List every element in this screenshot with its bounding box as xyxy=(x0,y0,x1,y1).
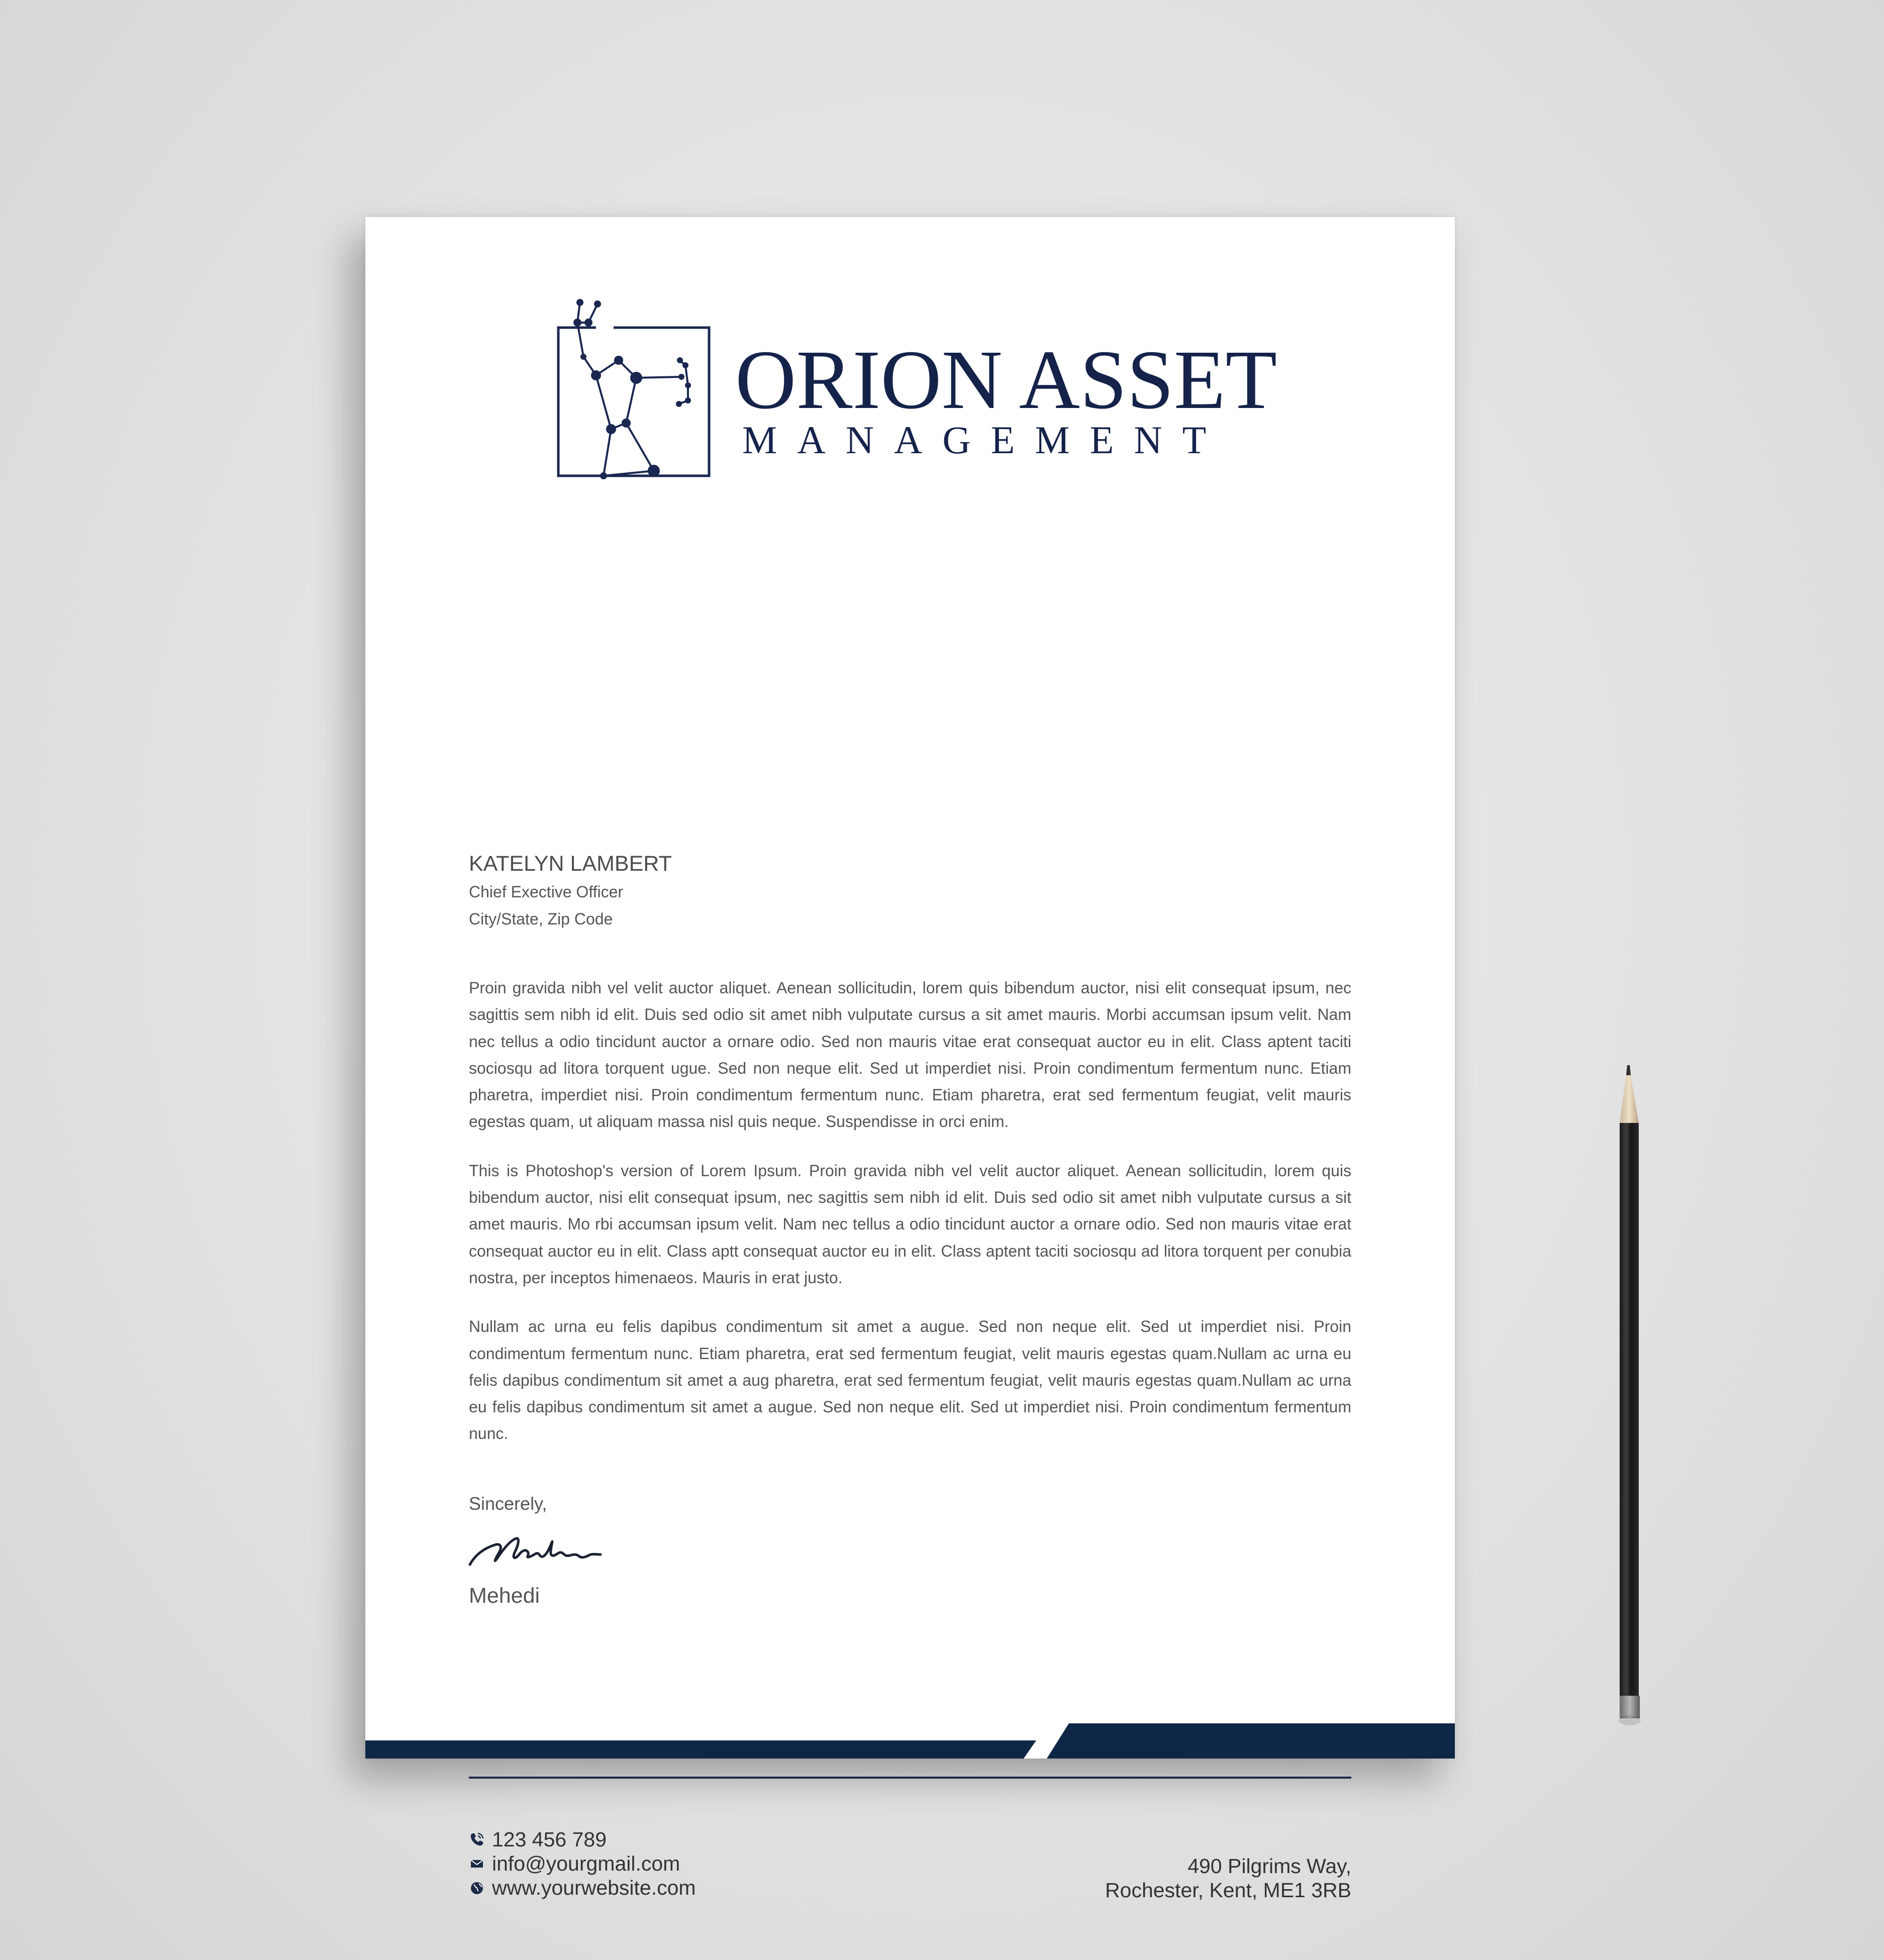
body-paragraph: Proin gravida nibh vel velit auctor aliquet. Aenean sollicitudin, lorem quis bibendum auctor, nisi elit consequat ipsum, nec sagittis sem nibh id elit. Duis sed odio sit amet nibh vulputate cursus a sit amet mauris. Morbi accumsan ipsum velit. Nam nec tellus a odio tincidunt auctor a ornare odio. Sed non mauris vitae erat consequat auctor eu in elit. Class aptent taciti sociosqu ad litora torquent ugue. Sed non neque elit. Sed ut imperdiet nisi. Proin condimentum fermentum nunc. Etiam pharetra, imperdiet nisi. Proin condimentum fermentum nunc. Etiam pharetra, erat sed fermentum feugiat, velit mauris egestas quam, ut aliquam massa nisl quis neque. Suspendisse in orci enim. xyxy=(469,979,1351,1131)
signer-name: Mehedi xyxy=(469,1584,540,1608)
globe-icon xyxy=(469,1880,485,1896)
contact-email xyxy=(469,1851,696,1876)
letterhead-page xyxy=(365,217,1455,1902)
orion-constellation-logo xyxy=(553,300,709,481)
body-paragraph: This is Photoshop's version of Lorem Ipsum. Proin gravida nibh vel velit auctor aliquet. Aenean sollicitudin, lorem quis bibendum auctor, nisi elit consequat ipsum, nec sagittis sem nibh id elit. Duis sed odio sit amet nibh vulputate cursus a sit amet mauris. Mo rbi accumsan ipsum velit. Nam nec tellus a odio tincidunt auctor a ornare odio. Sed non mauris vitae erat consequat auctor eu in elit. Class aptt consequat auctor eu in elit. Class aptent taciti sociosqu ad litora torquent per conubia nostra, per inceptos himenaeos. Mauris in erat justo. xyxy=(469,1161,1351,1287)
phone-icon xyxy=(469,1831,485,1847)
recipient-name: KATELYN LAMBERT xyxy=(469,852,672,876)
contact-phone xyxy=(469,1827,696,1851)
website-url[interactable]: www.yourwebsite.com xyxy=(492,1876,696,1899)
footer-band xyxy=(365,1718,1455,1759)
recipient-title: Chief Exective Officer xyxy=(469,883,624,901)
letter-body xyxy=(469,975,1351,1470)
closing-salutation: Sincerely, xyxy=(469,1493,547,1514)
recipient-location: City/State, Zip Code xyxy=(469,910,613,928)
company-name: ORION ASSET xyxy=(735,333,1277,427)
pencil-decoration xyxy=(1611,1065,1646,1728)
recipient-block xyxy=(469,849,672,933)
company-address xyxy=(1105,1854,1351,1902)
envelope-icon xyxy=(469,1855,485,1872)
address-line-2: Rochester, Kent, ME1 3RB xyxy=(1105,1879,1351,1902)
contact-list xyxy=(469,1827,696,1900)
address-line-1: 490 Pilgrims Way, xyxy=(1187,1854,1351,1878)
company-subtitle: MANAGEMENT xyxy=(742,418,1227,462)
contact-website xyxy=(469,1876,696,1900)
email-address[interactable]: info@yourgmail.com xyxy=(492,1851,680,1875)
footer-divider xyxy=(469,1777,1351,1779)
phone-number[interactable]: 123 456 789 xyxy=(492,1827,607,1851)
body-paragraph: Nullam ac urna eu felis dapibus condimentum sit amet a augue. Sed non neque elit. Sed ut imperdiet nisi. Proin condimentum fermentum nunc. Etiam pharetra, erat sed fermentum feugiat, velit mauris egestas quam.Nullam ac urna eu felis dapibus condimentum sit amet a aug pharetra, erat sed fermentum feugiat, velit mauris egestas quam.Nullam ac urna eu felis dapibus condimentum sit amet a augue. Sed non neque elit. Sed ut imperdiet nisi. Proin condimentum fermentum nunc. xyxy=(469,1317,1351,1443)
handwritten-signature xyxy=(466,1523,612,1579)
